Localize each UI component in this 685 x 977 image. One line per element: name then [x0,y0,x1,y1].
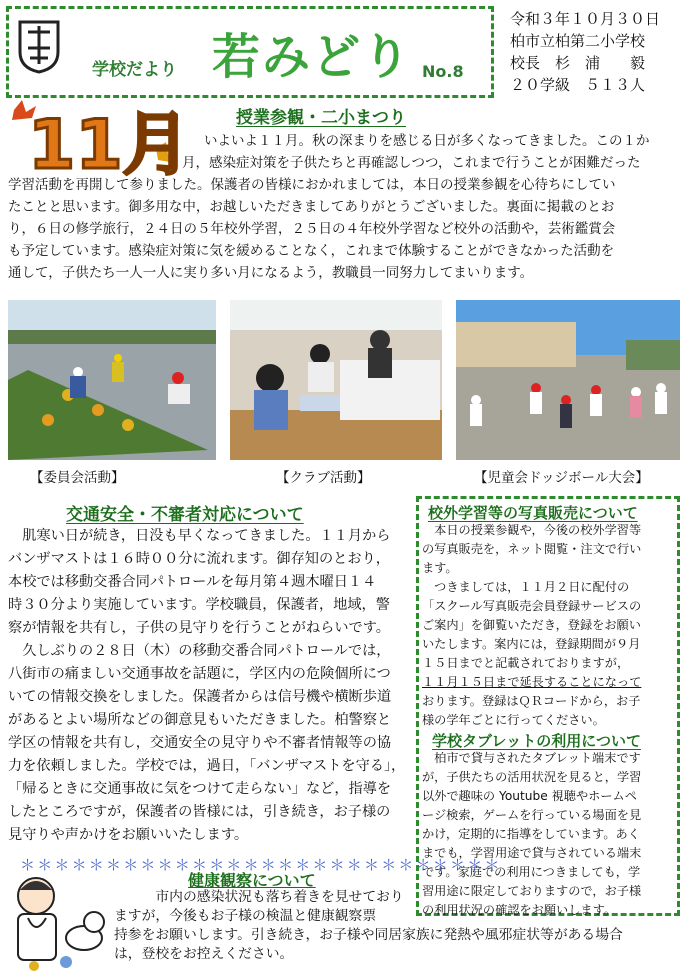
school-stats: ２０学級 ５１３人 [510,76,646,94]
body-line: は，登校をお控えください。 [114,946,294,962]
body-line: があるとよい場所などの御意見もいただきました。柏警察と [8,712,392,728]
star-divider: ＊＊＊＊＊＊＊＊＊＊＊＊＊＊＊＊＊＊＊＊＊＊＊＊＊＊＊＊ [20,856,502,874]
section-traffic-safety-body [8,525,408,847]
body-line: つきましては，１１月２日に配付の [422,580,630,594]
body-line: いたします。案内には，登録期間が９月 [422,637,641,651]
body-line: 八街市の痛ましい交通事故を話題に，学区内の危険個所につ [8,666,391,682]
body-line: 本校では移動交番合同パトロールを毎月第４週木曜日１４ [8,574,377,590]
body-line: も予定しています。感染症対策に気を緩めることなく，これまで体験することができなかった活動を [8,243,615,259]
body-line: ご案内」を御覧いただき，登録をお願い [422,618,641,632]
body-line: の利用状況の確認をお願いします。 [422,903,617,917]
section-photo-sales-body [422,521,678,730]
body-line: です。家庭での利用につきましても，学 [422,865,641,879]
body-line: １５日までと記載されておりますが， [422,656,630,670]
section-title-open-class: 授業参観・二小まつり [236,108,406,128]
doctor-illustration [6,866,112,972]
body-line: いよいよ１１月。秋の深まりを感じる日が多くなってきました。この１か [204,133,650,149]
body-line: の写真販売を，ネット閲覧・注文で行い [422,542,642,556]
body-line: 通して，子供たち一人一人に実り多い月になるよう，教職員一同努力してまいります。 [8,265,534,281]
body-line: ージ検索，ゲームを行っている場面を見 [422,808,642,822]
issue-date: 令和３年１０月３０日 [510,10,661,28]
photo-caption: 【クラブ活動】 [276,470,371,486]
body-line: 持参をお願いします。引き続き，お子様や同居家族に発熱や風邪症状等がある場合 [114,927,623,943]
body-line: 月，感染症対策を子供たちと再確認しつつ，これまで行うことが困難だった [182,155,641,171]
body-line: り，６日の修学旅行，２４日の５年校外学習，２５日の４年校外学習など校外の活動や，芸術鑑賞会 [8,221,616,237]
body-line: 習用途に限定しておりますので，お子様 [422,884,642,898]
photo-committee [8,300,216,460]
body-line: 市内の感染状況も落ち着きを見せており [114,889,404,905]
body-line: バンザマストは１６時００分に流れます。御存知のとおり， [8,551,390,567]
body-line: 見守りや声かけをお願いいたします。 [8,827,249,843]
school-name: 柏市立柏第二小学校 [510,32,646,50]
issue-number: No.8 [422,62,464,81]
body-line: ます。 [422,561,458,575]
body-line: 時３０分より実施しています。学校職員，保護者，地域，警 [8,597,390,613]
school-news-label: 学校だより [92,60,177,80]
body-line: 本日の授業参観や，今後の校外学習等 [422,523,642,537]
body-line: 学区の情報を共有し，交通安全の見守りや不審者情報等の協 [8,735,392,751]
body-line: ますが，今後もお子様の検温と健康観察票 [114,908,377,924]
body-line: 「帰るときに交通事故に気をつけて走らない」など，指導を [8,781,392,797]
body-line: いての情報交換をしました。保護者からは信号機や横断歩道 [8,689,392,705]
month-label: 11月 [28,106,178,178]
body-line: 「スクール写真販売会員登録サービスの [422,599,642,613]
section-title-health-check: 健康観察について [188,871,316,890]
body-line: おります。登録はＱＲコードから，お子 [422,694,641,708]
photo-caption: 【児童会ドッジボール大会】 [474,470,649,486]
body-line-extension: １１月１５日まで延長することになって [422,675,642,689]
body-line: 以外で趣味の Youtube 視聴やホームペ [422,789,637,803]
body-line: が，子供たちの活用状況を見ると，学習 [422,770,642,784]
body-line: 学習活動を再開して参りました。保護者の皆様におかれましては，本日の授業参観を心待ちにしてい [8,177,616,193]
body-line: 様の学年ごとに行ってください。 [422,713,605,727]
body-line: かけ，定期的に指導をしています。あく [422,827,640,841]
section-title-traffic-safety: 交通安全・不審者対応について [66,505,304,525]
photo-caption: 【委員会活動】 [30,470,125,486]
photo-club [230,300,442,460]
body-line: 肌寒い日が続き，日没も早くなってきました。１１月から [8,528,391,544]
school-emblem-icon [14,18,64,74]
body-line: 察が情報を共有し，子供の見守りを行うことがねらいです。 [8,620,390,636]
body-line: 力を依頼しました。学校では，過日，「バンザマストを守る」， [8,758,406,774]
section-title-tablet: 学校タブレットの利用について [432,732,641,750]
body-line: たことと思います。御多用な中，お越しいただきましてありがとうございました。裏面に掲載のとお [8,199,615,215]
section-title-photo-sales: 校外学習等の写真販売について [428,504,638,522]
body-line: 柏市で貸与されたタブレット端末です [422,751,641,765]
section-health-check-body [114,888,680,964]
newsletter-title: 若みどり [212,29,413,85]
body-line: までも，学習用途で貸与されている端末 [422,846,642,860]
section-open-class-body [8,130,680,284]
body-line: 久しぶりの２８日（木）の移動交番合同パトロールでは， [8,643,391,659]
body-line: したところですが，保護者の皆様には，引き続き，お子様の [8,804,391,820]
principal-name: 校長 杉 浦 毅 [510,54,646,72]
photo-dodgeball [456,300,680,460]
issue-meta [510,8,682,96]
